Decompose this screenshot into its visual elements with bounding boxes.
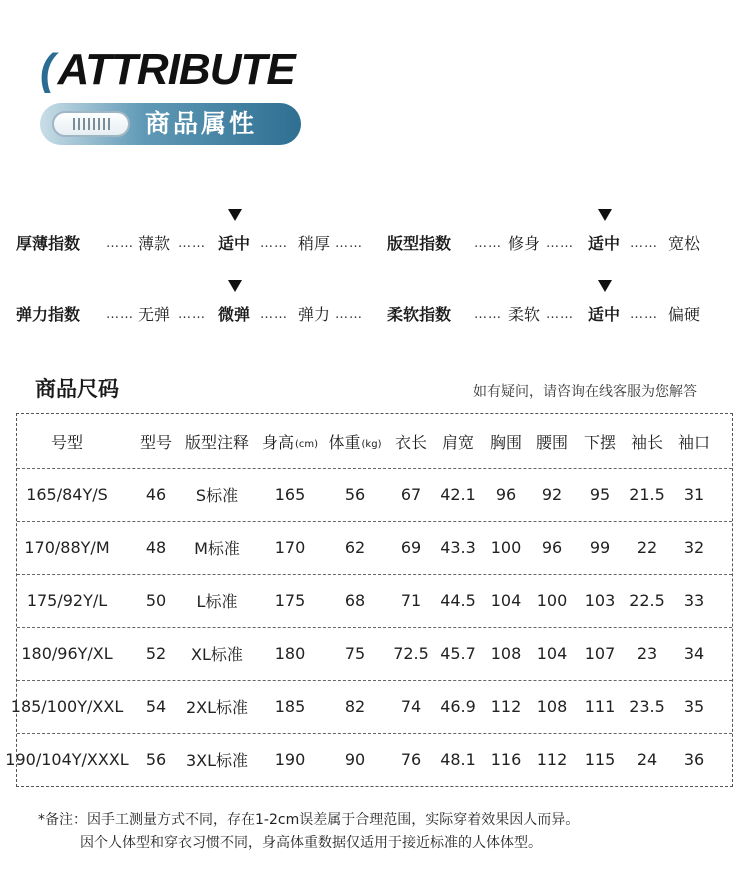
selected-marker-icon [228,280,242,292]
index-label: 弹力指数 [16,305,81,324]
index-dots: …… [335,307,363,322]
table-cell: 107 [584,644,616,663]
footnote-line-2: 因个人体型和穿衣习惯不同，身高体重数据仅适用于接近标准的人体体型。 [80,835,542,851]
table-cell: 165 [274,485,306,504]
header-unit: (cm) [294,438,319,450]
index-dots: …… [106,307,134,322]
index-option: 弹力 [298,305,331,324]
table-cell: 68 [344,591,366,610]
table-cell: 3XL标准 [185,751,249,770]
attribute-title [40,40,295,100]
table-header-cell [386,414,436,468]
index-label: 柔软指数 [387,305,452,324]
index-dots: …… [630,236,658,251]
table-cell: 36 [683,750,705,769]
table-header-cell [483,414,529,468]
table-cell: 48 [145,538,167,557]
index-option: 宽松 [668,234,701,253]
table-header-cell [136,414,176,468]
header-label: 肩宽 [441,432,474,452]
table-cell: 46.9 [440,697,476,716]
table-cell: 99 [589,538,611,557]
index-option: 偏硬 [668,305,701,324]
table-cell: 42.1 [440,485,476,504]
table-cell: 103 [584,591,616,610]
table-cell: 96 [541,538,563,557]
table-cell: 115 [584,750,616,769]
table-cell: 24 [636,750,658,769]
header-label: 腰围 [535,432,568,452]
table-cell: 50 [145,591,167,610]
table-cell: 35 [683,697,705,716]
table-cell: 96 [495,485,517,504]
table-cell: 69 [400,538,422,557]
table-cell: 190 [274,750,306,769]
index-option: 稍厚 [298,234,331,253]
index-option: 修身 [508,234,541,253]
table-cell: 175 [274,591,306,610]
index-row [0,302,750,342]
table-cell: 33 [683,591,705,610]
table-cell: 100 [490,538,522,557]
badge-stripes-icon [52,111,130,137]
table-row [10,680,732,734]
table-cell: M标准 [194,539,240,558]
table-cell: 74 [400,697,422,716]
table-cell: XL标准 [191,645,243,664]
table-cell: 82 [344,697,366,716]
table-cell: 116 [490,750,522,769]
table-cell: 185 [274,697,306,716]
index-option: 微弹 [218,305,251,324]
selected-marker-icon [598,209,612,221]
table-cell: L标准 [196,592,238,611]
table-cell: 92 [541,485,563,504]
table-cell: 72.5 [393,644,429,663]
table-header-cell [435,414,481,468]
size-section-title: 商品尺码 [35,377,119,401]
table-row [5,733,732,786]
header-unit: (kg) [361,438,382,450]
header-label: 胸围 [489,432,522,452]
table-cell: 43.3 [440,538,476,557]
table-cell: 44.5 [440,591,476,610]
table-cell: 67 [400,485,422,504]
header-label: 版型注释 [184,432,249,452]
table-row [17,627,732,681]
table-row [17,521,732,575]
table-cell: 52 [145,644,167,663]
index-dots: …… [630,307,658,322]
table-cell: 76 [400,750,422,769]
index-dots: …… [260,236,288,251]
table-cell: 46 [145,485,167,504]
table-cell: 48.1 [440,750,476,769]
table-cell: 108 [490,644,522,663]
header-label: 型号 [139,432,172,452]
table-row [17,574,732,628]
attribute-title-text: ATTRIBUTE [57,45,295,94]
badge-label: 商品属性 [145,109,258,138]
size-table [5,413,733,787]
selected-marker-icon [598,280,612,292]
table-cell: 62 [344,538,366,557]
index-option: 适中 [218,234,251,253]
attribute-paren: ( [40,45,54,94]
index-label: 厚薄指数 [16,234,81,253]
table-header-cell [624,414,670,468]
table-cell: 180/96Y/XL [21,644,113,663]
table-cell: 23.5 [629,697,665,716]
header-label: 身高 [261,432,294,452]
table-cell: 22.5 [629,591,665,610]
table-cell: 111 [584,697,616,716]
table-cell: 112 [490,697,522,716]
index-dots: …… [260,307,288,322]
size-section-note: 如有疑问，请咨询在线客服为您解答 [473,384,697,400]
header-label: 衣长 [394,432,427,452]
header-label: 下摆 [583,432,616,452]
index-option: 薄款 [138,234,171,253]
table-header-cell [321,414,389,468]
table-cell: 31 [683,485,705,504]
index-option: 无弹 [138,305,171,324]
table-cell: 75 [344,644,366,663]
table-cell: 165/84Y/S [26,485,108,504]
table-header-cell [3,414,131,468]
index-option: 适中 [588,305,621,324]
index-dots: …… [474,236,502,251]
table-cell: 56 [145,750,167,769]
header-label: 体重 [328,432,361,452]
index-dots: …… [178,307,206,322]
index-dots: …… [106,236,134,251]
table-cell: 104 [490,591,522,610]
table-cell: 32 [683,538,705,557]
table-cell: 2XL标准 [185,698,249,717]
table-cell: 34 [683,644,705,663]
table-cell: 185/100Y/XXL [10,697,124,716]
table-cell: 170/88Y/M [24,538,110,557]
selected-marker-icon [228,209,242,221]
table-cell: 190/104Y/XXXL [5,750,129,769]
table-cell: 180 [274,644,306,663]
index-dots: …… [474,307,502,322]
attribute-badge [40,103,301,145]
table-header-row [17,414,732,469]
table-row [17,468,732,522]
table-cell: 54 [145,697,167,716]
table-header-cell [672,414,716,468]
table-cell: 22 [636,538,658,557]
header-label: 袖长 [630,432,663,452]
index-row [0,231,750,271]
table-header-cell [577,414,623,468]
footnote-line-1: *备注：因手工测量方式不同，存在1-2cm误差属于合理范围，实际穿着效果因人而异。 [38,812,580,828]
table-header-cell [529,414,575,468]
header-label: 袖口 [677,432,710,452]
index-option: 适中 [588,234,621,253]
table-cell: 112 [536,750,568,769]
index-dots: …… [335,236,363,251]
table-cell: 175/92Y/L [26,591,108,610]
index-dots: …… [546,307,574,322]
table-cell: 45.7 [440,644,476,663]
table-cell: 104 [536,644,568,663]
index-dots: …… [546,236,574,251]
index-dots: …… [178,236,206,251]
table-cell: 108 [536,697,568,716]
table-cell: 90 [344,750,366,769]
header-label: 号型 [50,432,83,452]
table-cell: 23 [636,644,658,663]
table-cell: S标准 [195,486,239,505]
index-option: 柔软 [508,305,541,324]
table-cell: 71 [400,591,422,610]
table-cell: 100 [536,591,568,610]
index-label: 版型指数 [387,234,452,253]
table-header-cell [177,414,257,468]
table-cell: 56 [344,485,366,504]
table-cell: 21.5 [629,485,665,504]
table-cell: 95 [589,485,611,504]
table-cell: 170 [274,538,306,557]
table-header-cell [259,414,321,468]
